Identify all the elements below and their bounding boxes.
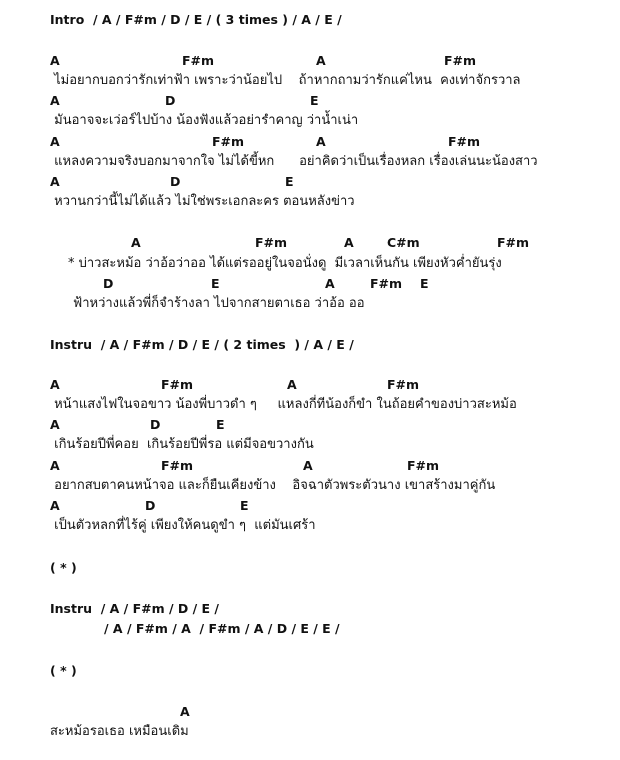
chord: E <box>420 276 429 291</box>
chord: A <box>50 417 60 432</box>
chord: D <box>145 498 156 513</box>
chord: F#m <box>497 235 530 250</box>
lyric-line: เกินร้อยปีพี่คอย เกินร้อยปีพี่รอ แต่มีจอขวางกัน <box>50 437 314 452</box>
lyric-line: * บ่าวสะหม้อ ว่าอ้อว่าออ ได้แต่รออยู่ในจอนั่งดู มีเวลาเห็นกัน เพียงหัวค่ำยันรุ่ง <box>68 256 502 271</box>
lyric-line: สะหม้อรอเธอ เหมือนเดิม <box>50 724 189 739</box>
chord: A <box>180 704 190 719</box>
chord: E <box>285 174 294 189</box>
chord: A <box>50 377 60 392</box>
chord: E <box>240 498 249 513</box>
lyric-line: หน้าแสงไฟในจอขาว น้องพี่บาวดำ ๆ แหลงกี่ทีน้องก็ขำ ในถ้อยคำของบ่าวสะหม้อ <box>50 397 517 412</box>
chord: A <box>50 458 60 473</box>
chord: C#m <box>387 235 420 250</box>
chord: A <box>50 498 60 513</box>
chord: F#m <box>212 134 245 149</box>
chorus-repeat-marker: ( * ) <box>50 560 77 575</box>
chord: A <box>325 276 335 291</box>
intro-line: Intro / A / F#m / D / E / ( 3 times ) / A / E / <box>50 12 342 27</box>
lyric-line: ฟ้าหว่างแล้วพี่ก็จำร้างลา ไปจากสายตาเธอ ว่าอ้อ ออ <box>73 296 365 311</box>
chorus-repeat-marker: ( * ) <box>50 663 77 678</box>
chord: A <box>131 235 141 250</box>
chord: F#m <box>370 276 403 291</box>
chord: F#m <box>444 53 477 68</box>
lyric-line: เป็นตัวหลกที่ไร้คู่ เพียงให้คนดูขำ ๆ แต่มันเศร้า <box>50 518 316 533</box>
chord: D <box>150 417 161 432</box>
chord: F#m <box>161 458 194 473</box>
chord: A <box>303 458 313 473</box>
chord: A <box>50 53 60 68</box>
instru-line: Instru / A / F#m / D / E / <box>50 601 220 616</box>
instru-line-continued: / A / F#m / A / F#m / A / D / E / E / <box>104 621 340 636</box>
chord: A <box>287 377 297 392</box>
lyric-line: อยากสบตาคนหน้าจอ และก็ยืนเคียงข้าง อิจฉาตัวพระตัวนาง เขาสร้างมาคู่กัน <box>50 478 496 493</box>
chord: A <box>50 134 60 149</box>
chord: F#m <box>161 377 194 392</box>
chord: E <box>310 93 319 108</box>
chord: D <box>165 93 176 108</box>
instru-line: Instru / A / F#m / D / E / ( 2 times ) / A / E / <box>50 337 354 352</box>
chord: F#m <box>255 235 288 250</box>
chord: A <box>316 53 326 68</box>
chord: A <box>344 235 354 250</box>
chord: A <box>50 93 60 108</box>
lyric-line: หวานกว่านี้ไม่ได้แล้ว ไม่ใช่พระเอกละคร ตอนหลังข่าว <box>50 194 355 209</box>
lyric-line: แหลงความจริงบอกมาจากใจ ไม่ได้ขี้หก อย่าคิดว่าเป็นเรื่องหลก เรื่องเล่นนะน้องสาว <box>50 154 538 169</box>
chord: F#m <box>387 377 420 392</box>
chord: F#m <box>407 458 440 473</box>
chord: A <box>50 174 60 189</box>
chord: F#m <box>448 134 481 149</box>
chord: E <box>216 417 225 432</box>
chord: E <box>211 276 220 291</box>
chord: A <box>316 134 326 149</box>
chord: F#m <box>182 53 215 68</box>
lyric-line: มันอาจจะเว่อร์ไปบ้าง น้องฟังแล้วอย่ารำคาญ ว่าน้ำเน่า <box>50 113 359 128</box>
chord: D <box>170 174 181 189</box>
chord: D <box>103 276 114 291</box>
lyric-line: ไม่อยากบอกว่ารักเท่าฟ้า เพราะว่าน้อยไป ถ้าหากถามว่ารักแค่ไหน คงเท่าจักรวาล <box>50 73 521 88</box>
